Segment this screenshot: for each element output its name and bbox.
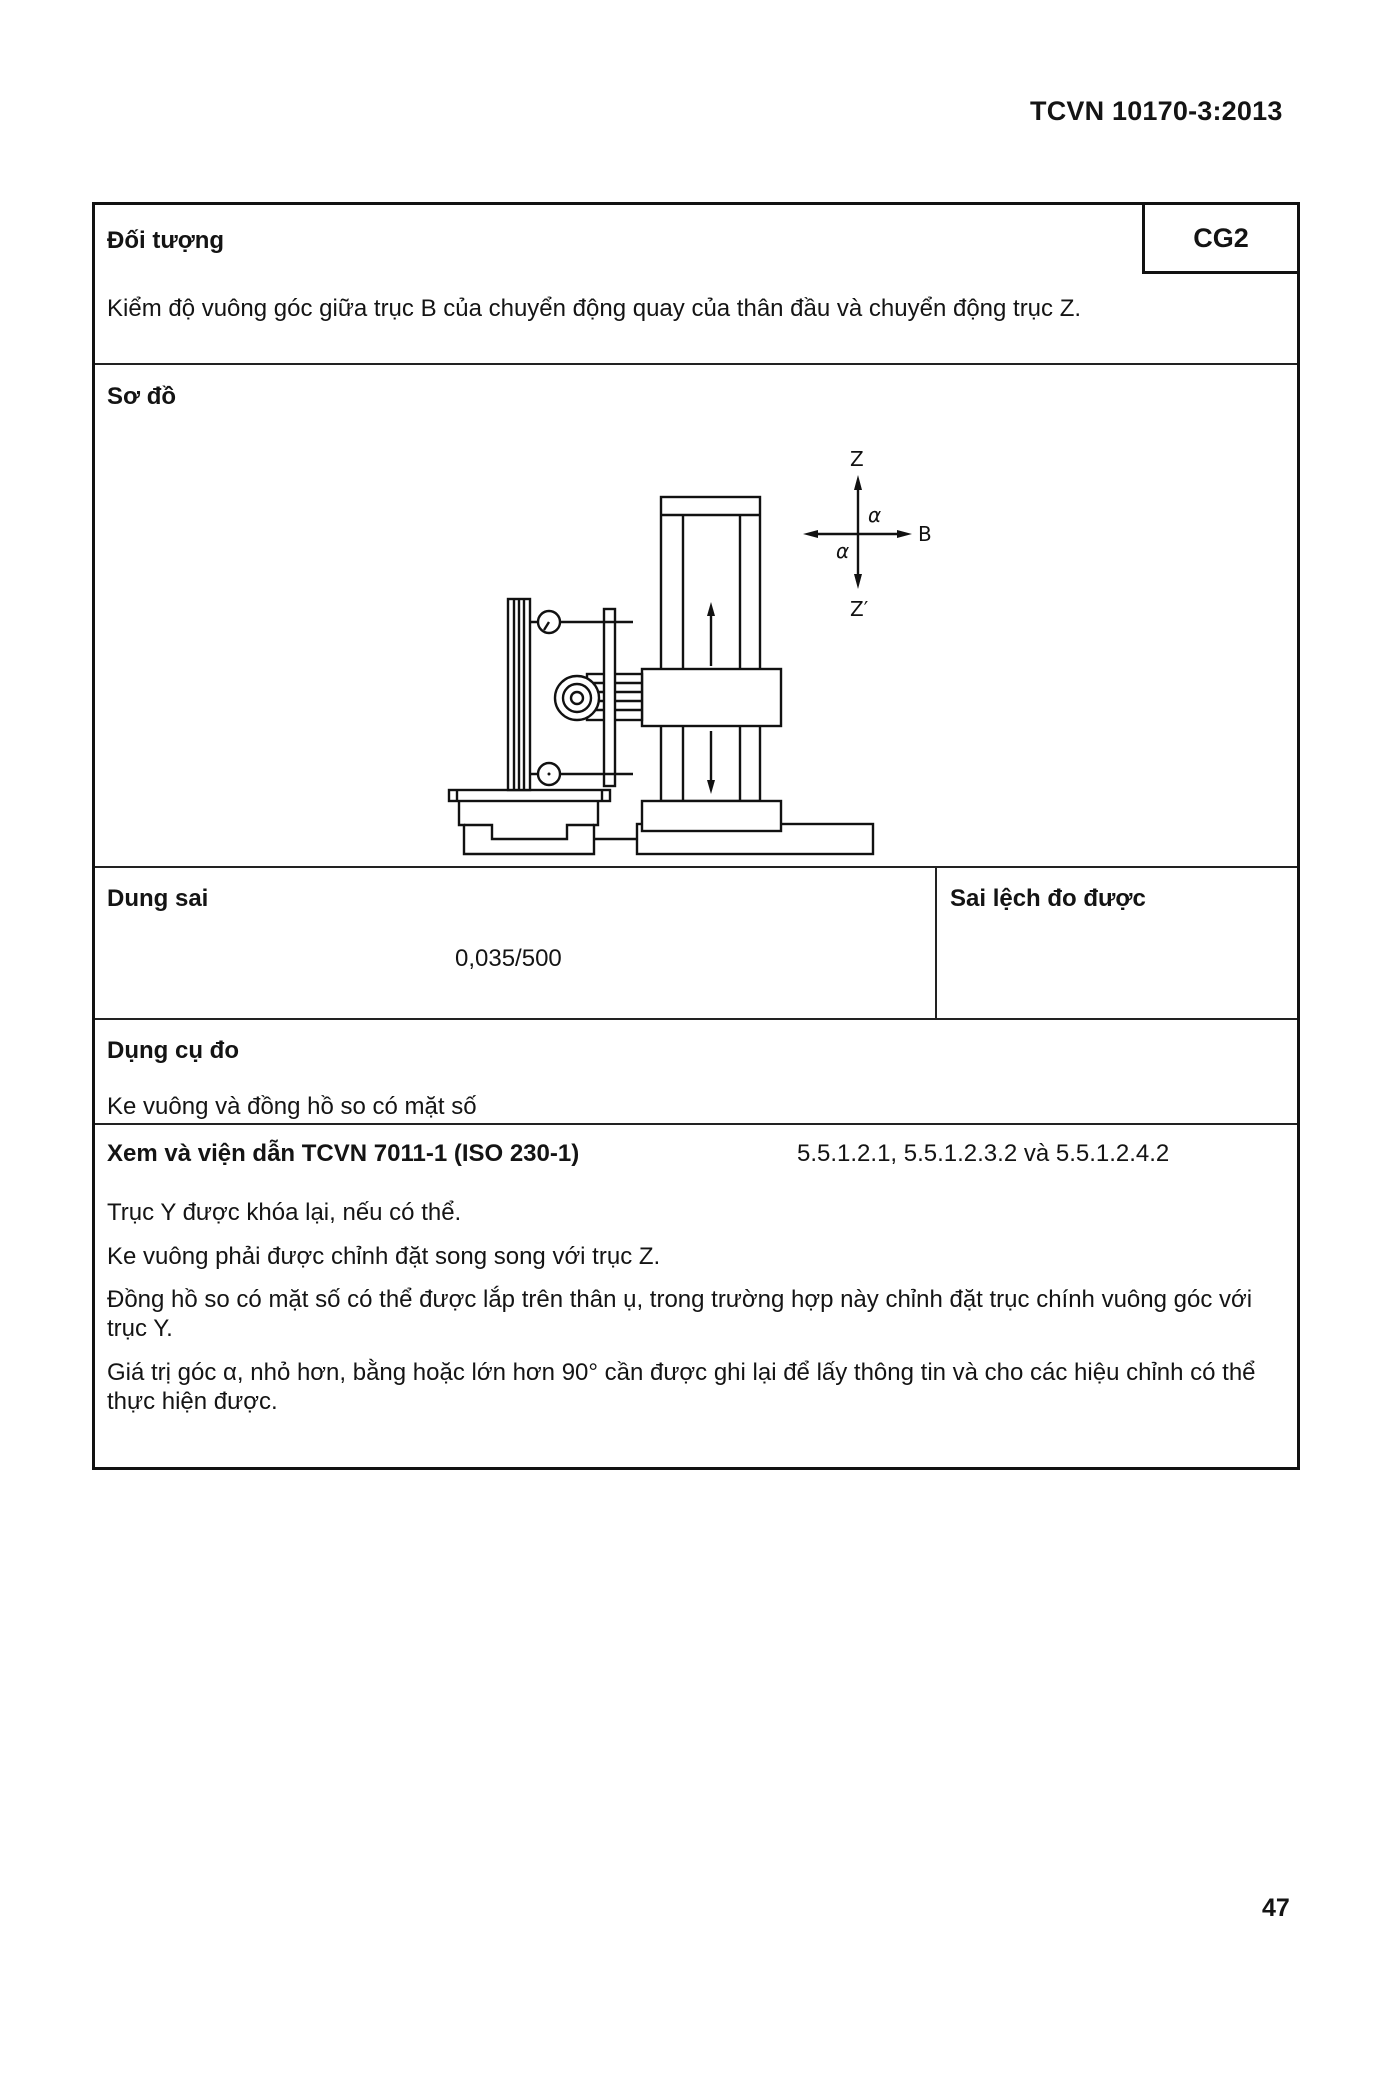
- instruments-label: Dụng cụ đo: [107, 1037, 239, 1064]
- note-3: Đồng hồ so có mặt số có thể được lắp trên thân ụ, trong trường hợp này chỉnh đặt trục chính vuông góc với trục Y.: [107, 1286, 1253, 1342]
- machine-diagram: [440, 420, 1000, 860]
- test-sheet-table: [92, 202, 1300, 1470]
- test-code: CG2: [1193, 222, 1249, 253]
- page-number: 47: [1262, 1894, 1290, 1922]
- diagram-label: Sơ đồ: [107, 383, 177, 410]
- divider: [95, 1018, 1297, 1020]
- axis-label-z-prime: Z′: [850, 597, 869, 621]
- object-description: Kiểm độ vuông góc giữa trục B của chuyển động quay của thân đầu và chuyển động trục Z.: [107, 295, 1082, 322]
- document-code: TCVN 10170-3:2013: [1030, 96, 1283, 126]
- alpha-label-lower: α: [836, 539, 850, 563]
- axis-label-z: Z: [850, 447, 864, 471]
- note-1: Trục Y được khóa lại, nếu có thể.: [107, 1199, 462, 1226]
- reference-label: Xem và viện dẫn TCVN 7011-1 (ISO 230-1): [107, 1140, 580, 1167]
- measured-deviation-label: Sai lệch đo được: [950, 885, 1146, 912]
- tolerance-value: 0,035/500: [455, 945, 562, 972]
- note-4: Giá trị góc α, nhỏ hơn, bằng hoặc lớn hơn 90° cần được ghi lại để lấy thông tin và cho các hiệu chỉnh có thể thực hiện được.: [107, 1359, 1256, 1415]
- divider: [95, 1123, 1297, 1125]
- tolerance-label: Dung sai: [107, 885, 209, 912]
- alpha-label-upper: α: [868, 503, 882, 527]
- test-code-box: [1142, 202, 1300, 274]
- reference-clauses: 5.5.1.2.1, 5.5.1.2.3.2 và 5.5.1.2.4.2: [797, 1140, 1170, 1167]
- instruments-value: Ke vuông và đồng hồ so có mặt số: [107, 1093, 477, 1120]
- column-divider: [935, 866, 937, 1018]
- divider: [95, 363, 1297, 365]
- object-label: Đối tượng: [107, 227, 225, 254]
- divider: [95, 866, 1297, 868]
- axis-label-b: B: [918, 522, 932, 546]
- note-2: Ke vuông phải được chỉnh đặt song song với trục Z.: [107, 1243, 661, 1270]
